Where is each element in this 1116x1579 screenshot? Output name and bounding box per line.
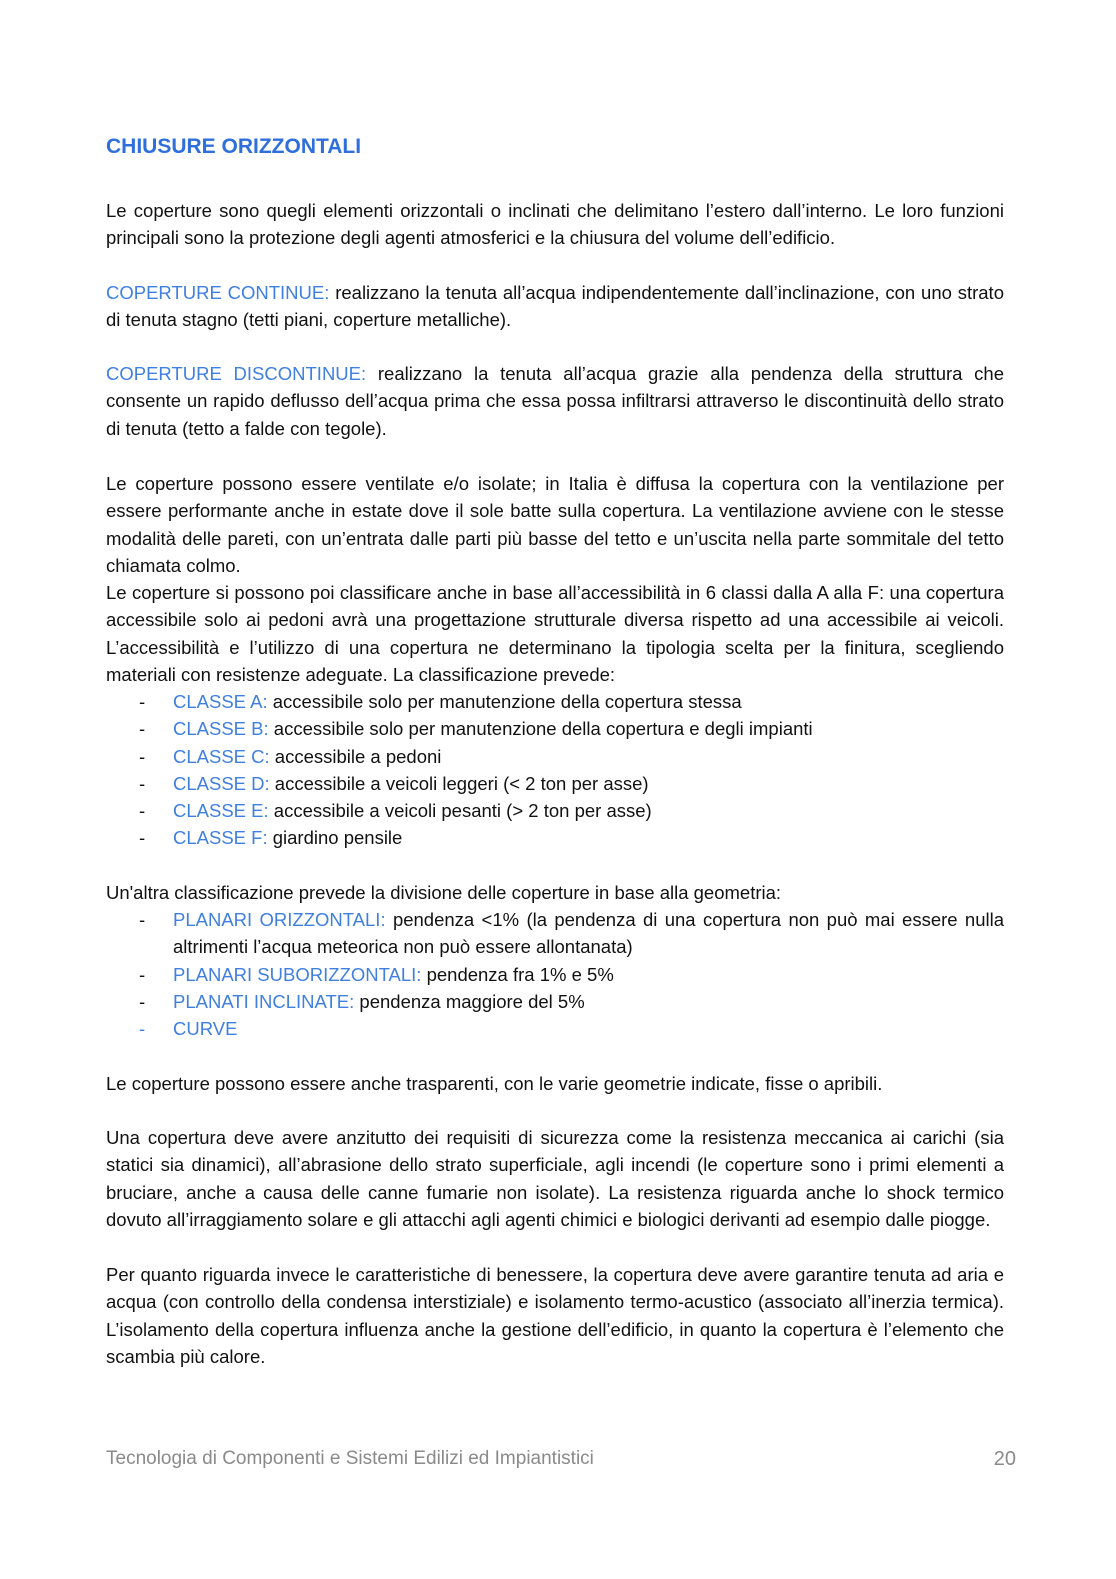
class-label: CLASSE A: xyxy=(173,691,268,712)
discontinue-text: realizzano la tenuta all’acqua grazie alla pendenza della struttura che consente un rapido deflusso dell’acqua prima che essa possa infiltrarsi attraverso le discontinuità dello strato di tenuta (tetto a falde con tegole). xyxy=(106,363,1005,439)
ventilation-text: Le coperture possono essere ventilate e/o isolate; in Italia è diffusa la copertura con la ventilazione per essere performante anche in estate dove il sole batte sulla copertura. La ventilazione avviene con le stesse modalità delle pareti, con un’entrata dalle parti più basse del tetto e un’uscita nella parte sommitale del tetto chiamata colmo. xyxy=(106,473,1004,576)
page-number: 20 xyxy=(993,1448,1016,1470)
class-text: accessibile solo per manutenzione della copertura stessa xyxy=(267,691,742,712)
wellbeing-paragraph xyxy=(106,1261,1004,1370)
geometry-label: PLANATI INCLINATE: xyxy=(173,990,355,1012)
continue-label: COPERTURE CONTINUE: xyxy=(106,282,330,303)
bullet-dash: - xyxy=(139,691,146,712)
bullet-dash: - xyxy=(139,827,146,849)
geometry-paragraph xyxy=(106,879,1004,906)
accessibility-class-list xyxy=(106,688,1004,852)
class-label: CLASSE D: xyxy=(173,772,270,794)
class-text: accessibile a pedoni xyxy=(269,745,442,767)
class-label: CLASSE B: xyxy=(173,718,269,740)
class-text: accessibile a veicoli leggeri (< 2 ton per asse) xyxy=(269,772,649,794)
geometry-text: pendenza fra 1% e 5% xyxy=(421,963,614,985)
footer-title: Tecnologia di Componenti e Sistemi Edilizi ed Impiantistici xyxy=(106,1448,594,1469)
intro-text: Le coperture sono quegli elementi orizzontali o inclinati che delimitano l’estero dall’interno. Le loro funzioni principali sono la protezione degli agenti atmosferici e la chiusura del volume dell’edificio. xyxy=(106,200,1004,249)
geometry-text: pendenza <1% (la pendenza di una copertura non può mai essere nulla altrimenti l’acqua meteorica non può essere allontanata) xyxy=(173,909,1004,958)
class-label: CLASSE E: xyxy=(173,800,269,822)
bullet-dash: - xyxy=(139,718,146,740)
wellbeing-text: Per quanto riguarda invece le caratteristiche di benessere, la copertura deve avere garantire tenuta ad aria e acqua (con controllo della condensa interstiziale) e isolamento termo-acustico (associato all’inerzia termica). L’isolamento della copertura influenza anche la gestione dell’edificio, in quanto la copertura è l’elemento che scambia più calore. xyxy=(106,1264,1004,1367)
list-item-curve xyxy=(106,1015,1004,1042)
bullet-dash: - xyxy=(139,745,146,767)
bullet-dash: - xyxy=(139,990,146,1012)
continue-text: realizzano la tenuta all’acqua indipendentemente dall’inclinazione, con uno strato di tenuta stagno (tetti piani, coperture metalliche). xyxy=(106,282,1004,331)
geometry-text: pendenza maggiore del 5% xyxy=(354,990,585,1012)
geometry-label: CURVE xyxy=(173,1018,238,1040)
class-label: CLASSE F: xyxy=(173,827,268,849)
transparent-paragraph xyxy=(106,1070,1004,1097)
continue-paragraph xyxy=(106,279,1004,334)
discontinue-label: COPERTURE DISCONTINUE: xyxy=(106,363,367,384)
list-item-class-a xyxy=(106,688,1004,715)
list-item-class-f xyxy=(106,824,1004,851)
list-item-class-b xyxy=(106,715,1004,742)
geometry-text: Un'altra classificazione prevede la divisione delle coperture in base alla geometria: xyxy=(106,882,782,903)
safety-text: Una copertura deve avere anzitutto dei requisiti di sicurezza come la resistenza meccanica ai carichi (sia statici sia dinamici), all’abrasione dello strato superficiale, agli incendi (le coperture sono i primi elementi a bruciare, anche a causa delle canne fumarie non isolate). La resistenza riguarda anche lo shock termico dovuto all’irraggiamento solare e gli attacchi agli agenti chimici e biologici derivanti ad esempio dalle piogge. xyxy=(106,1127,1004,1230)
ventilation-paragraph xyxy=(106,470,1004,579)
section-heading: CHIUSURE ORIZZONTALI xyxy=(106,135,362,158)
bullet-dash: - xyxy=(139,963,146,985)
geometry-label: PLANARI ORIZZONTALI: xyxy=(173,909,386,930)
intro-paragraph xyxy=(106,197,1004,252)
list-item-planari-suborizzontali xyxy=(106,961,1004,988)
geometry-list xyxy=(106,906,1004,1042)
transparent-text: Le coperture possono essere anche trasparenti, con le varie geometrie indicate, fisse o apribili. xyxy=(106,1073,883,1094)
class-text: accessibile a veicoli pesanti (> 2 ton per asse) xyxy=(268,800,652,822)
list-item-class-e xyxy=(106,797,1004,824)
bullet-dash: - xyxy=(139,909,146,930)
accessibility-paragraph xyxy=(106,579,1004,688)
list-item-class-d xyxy=(106,770,1004,797)
list-item-class-c xyxy=(106,743,1004,770)
safety-paragraph xyxy=(106,1124,1004,1233)
bullet-dash: - xyxy=(139,800,146,822)
discontinue-paragraph xyxy=(106,360,1004,442)
bullet-dash: - xyxy=(139,772,146,794)
class-label: CLASSE C: xyxy=(173,745,270,767)
accessibility-text: Le coperture si possono poi classificare anche in base all’accessibilità in 6 classi dalla A alla F: una copertura accessibile solo ai pedoni avrà una progettazione strutturale diversa rispetto ad una accessibile ai veicoli. L’accessibilità e l’utilizzo di una copertura ne determinano la tipologia scelta per la finitura, scegliendo materiali con resistenze adeguate. La classificazione prevede: xyxy=(106,582,1004,685)
geometry-label: PLANARI SUBORIZZONTALI: xyxy=(173,963,422,985)
list-item-planari-orizzontali xyxy=(106,906,1004,961)
list-item-planati-inclinate xyxy=(106,988,1004,1015)
class-text: accessibile solo per manutenzione della copertura e degli impianti xyxy=(268,718,813,740)
bullet-dash: - xyxy=(139,1018,146,1040)
class-text: giardino pensile xyxy=(267,827,403,849)
